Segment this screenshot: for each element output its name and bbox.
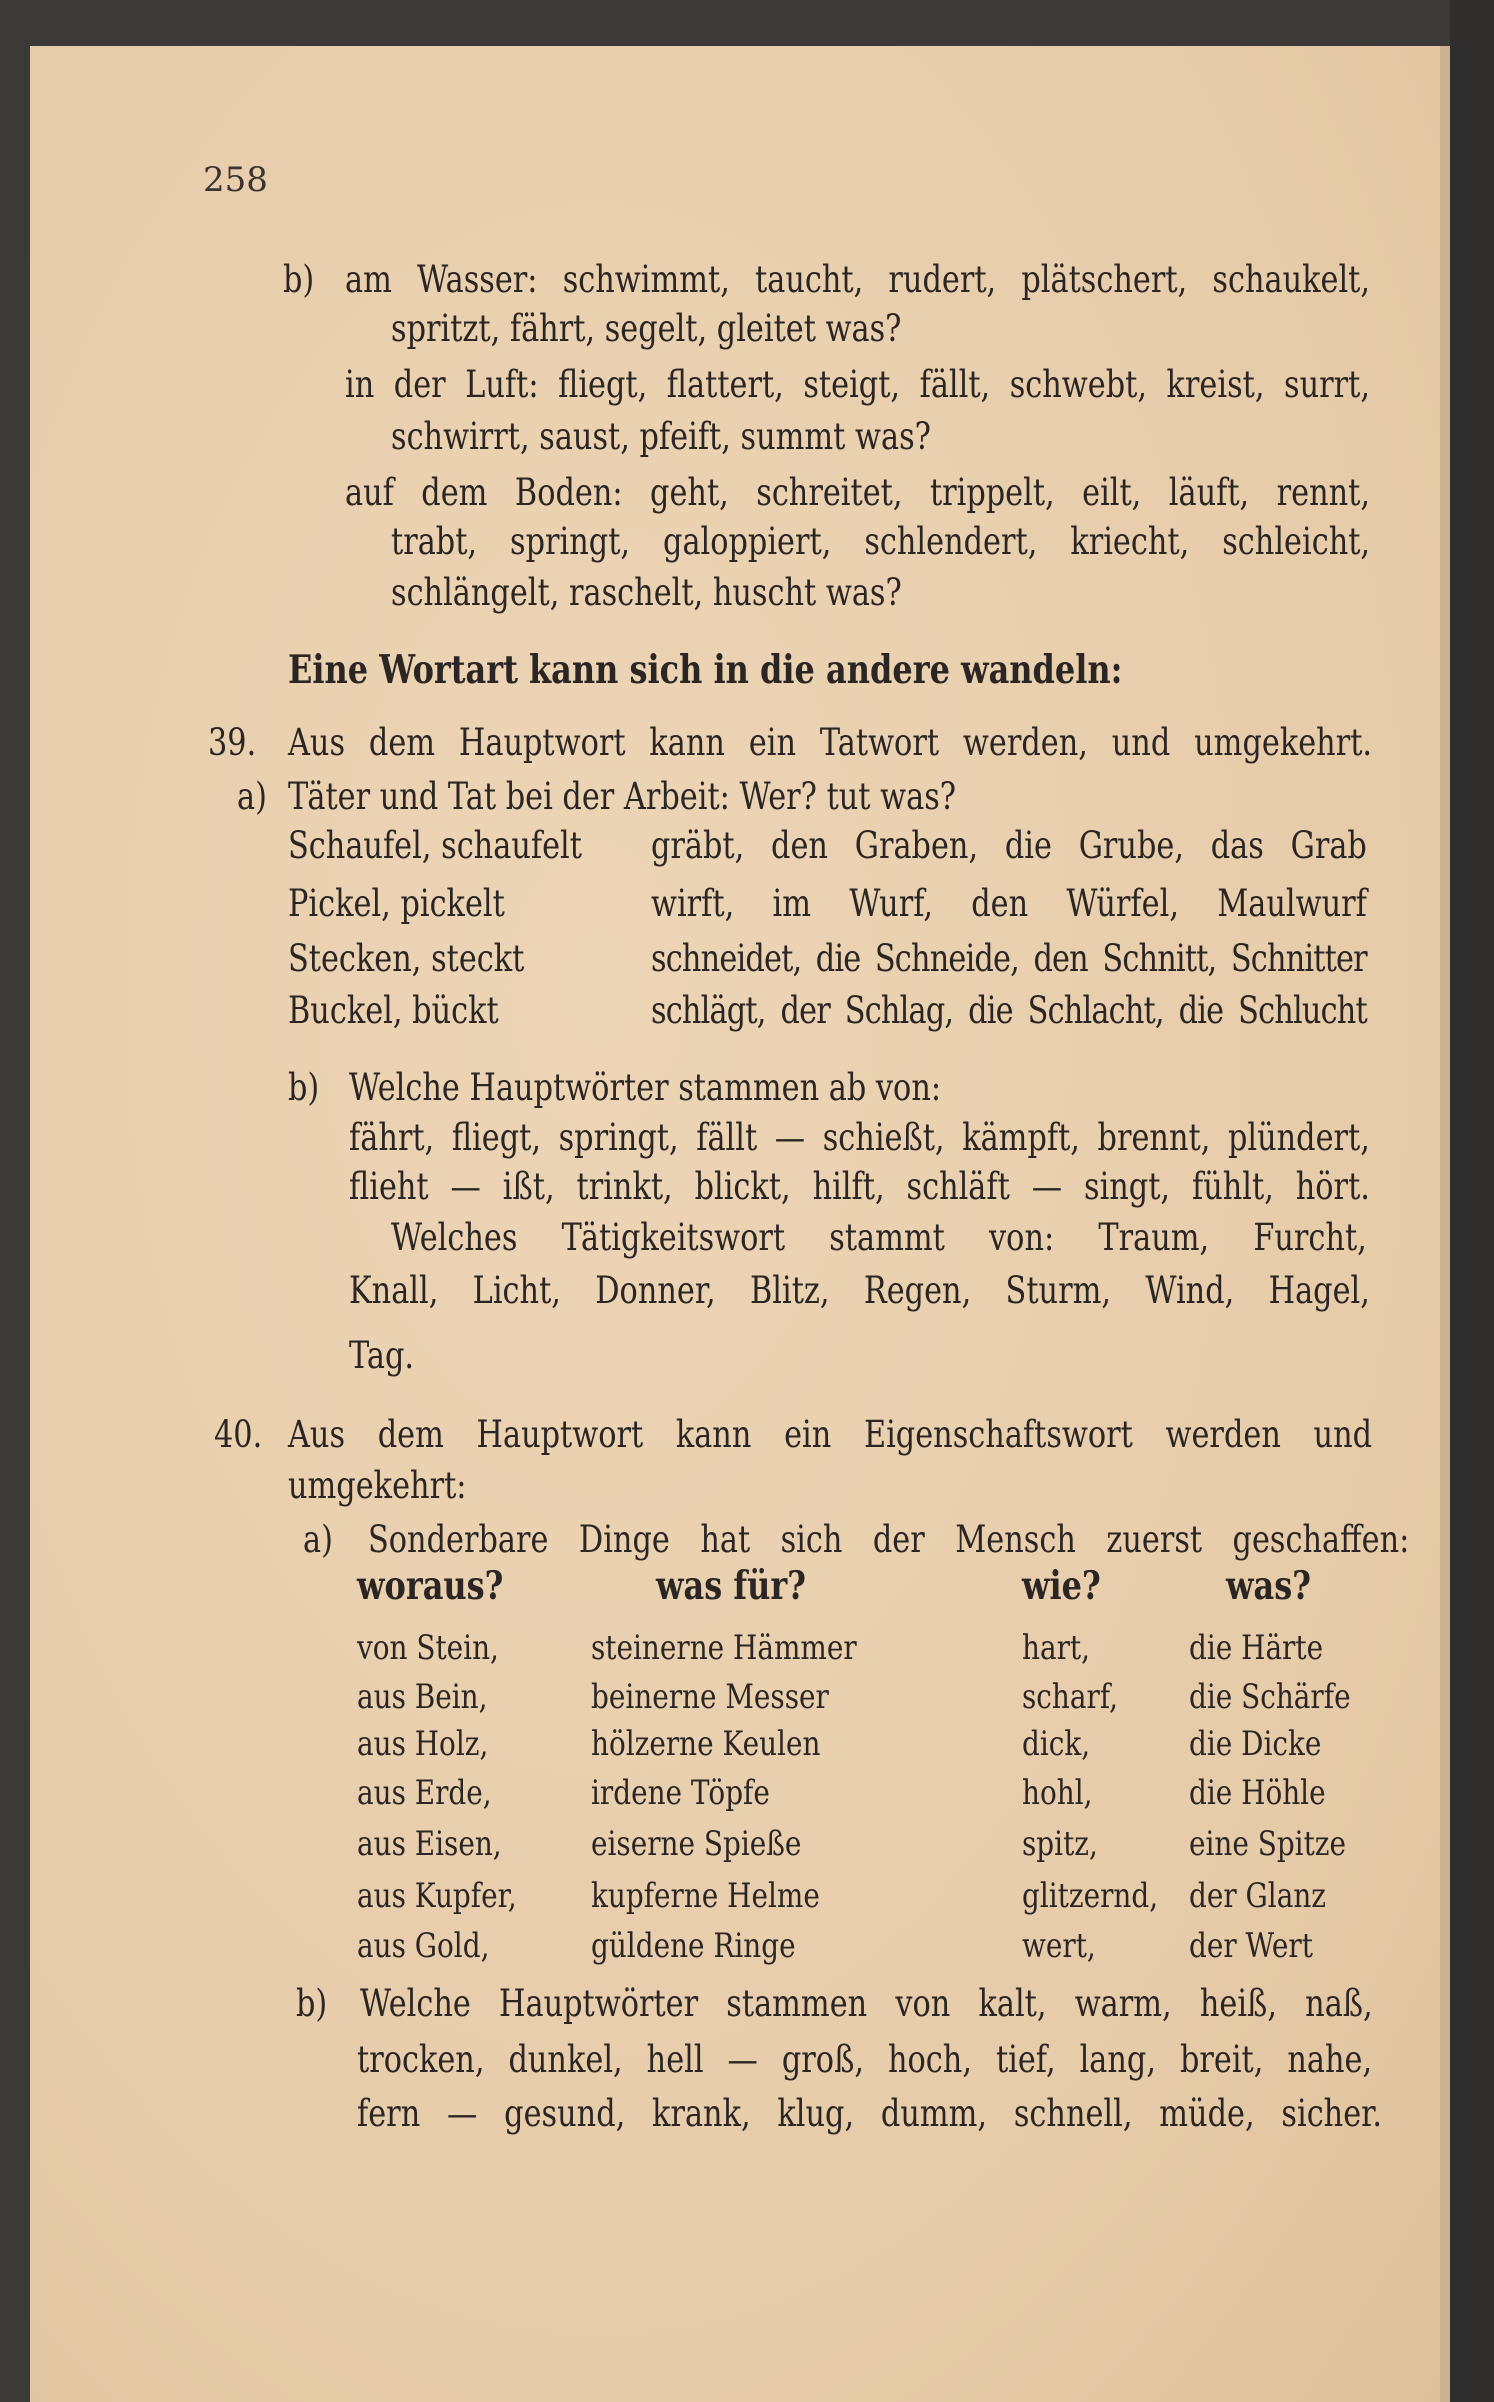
table-cell: die Dicke bbox=[1189, 1724, 1322, 1764]
table-cell: beinerne Messer bbox=[591, 1677, 829, 1717]
text-line: spritzt, fährt, segelt, gleitet was? bbox=[391, 307, 902, 350]
text-line: trabt, springt, galoppiert, schlendert, kriecht, schleicht, bbox=[391, 520, 1371, 563]
table-cell: hohl, bbox=[1022, 1773, 1093, 1813]
table-cell: spitz, bbox=[1022, 1824, 1098, 1864]
text-line: Welches Tätigkeitswort stammt von: Traum, Furcht, bbox=[391, 1216, 1367, 1259]
text-line: trocken, dunkel, hell — groß, hoch, tief, lang, breit, nahe, bbox=[357, 2038, 1373, 2081]
section-title: Aus dem Hauptwort kann ein Eigenschaftswort werden und bbox=[288, 1413, 1373, 1456]
table-cell: Schaufel, schaufelt bbox=[288, 824, 582, 867]
text-line: Welche Hauptwörter stammen von kalt, warm, heiß, naß, bbox=[360, 1982, 1373, 2025]
label-b: b) bbox=[283, 258, 315, 301]
table-cell: glitzernd, bbox=[1022, 1876, 1159, 1916]
label-b: b) bbox=[296, 1982, 328, 2025]
table-cell: dick, bbox=[1022, 1724, 1091, 1764]
text-line: am Wasser: schwimmt, taucht, rudert, plätschert, schaukelt, bbox=[345, 258, 1370, 301]
table-cell: eiserne Spieße bbox=[591, 1824, 802, 1864]
section-title: Aus dem Hauptwort kann ein Tatwort werden, und umgekehrt. bbox=[288, 721, 1373, 764]
column-header: was für? bbox=[656, 1563, 806, 1609]
label-a: a) bbox=[237, 775, 267, 818]
table-cell: hölzerne Keulen bbox=[591, 1724, 821, 1764]
scan-border bbox=[1450, 0, 1494, 2402]
table-cell: kupferne Helme bbox=[591, 1876, 820, 1916]
column-header: was? bbox=[1226, 1563, 1311, 1609]
page-edge bbox=[1440, 46, 1450, 2402]
table-cell: schlägt, der Schlag, die Schlacht, die Schlucht bbox=[651, 989, 1367, 1032]
section-title-cont: umgekehrt: bbox=[288, 1464, 467, 1507]
section-number: 39. bbox=[208, 721, 257, 764]
text-line: Welche Hauptwörter stammen ab von: bbox=[349, 1066, 942, 1109]
table-cell: güldene Ringe bbox=[591, 1926, 796, 1966]
text-line: fährt, fliegt, springt, fällt — schießt, kämpft, brennt, plündert, bbox=[349, 1116, 1370, 1159]
column-header: woraus? bbox=[357, 1563, 504, 1609]
table-cell: irdene Töpfe bbox=[591, 1773, 770, 1813]
table-cell: wirft, im Wurf, den Würfel, Maulwurf bbox=[651, 882, 1367, 925]
text-line: schwirrt, saust, pfeift, summt was? bbox=[391, 415, 931, 458]
table-cell: aus Bein, bbox=[357, 1677, 488, 1717]
section-number: 40. bbox=[214, 1413, 263, 1456]
subsection-title: Sonderbare Dinge hat sich der Mensch zuerst geschaffen: bbox=[368, 1518, 1410, 1561]
table-cell: hart, bbox=[1022, 1628, 1090, 1668]
text-line: auf dem Boden: geht, schreitet, trippelt, eilt, läuft, rennt, bbox=[345, 471, 1370, 514]
page-number: 258 bbox=[203, 160, 268, 200]
text-line: Tag. bbox=[349, 1334, 415, 1377]
text-line: fern — gesund, krank, klug, dumm, schnell, müde, sicher. bbox=[357, 2092, 1382, 2135]
table-cell: die Härte bbox=[1189, 1628, 1324, 1668]
table-cell: schneidet, die Schneide, den Schnitt, Schnitter bbox=[651, 937, 1367, 980]
table-cell: eine Spitze bbox=[1189, 1824, 1346, 1864]
label-b: b) bbox=[288, 1066, 320, 1109]
table-cell: der Glanz bbox=[1189, 1876, 1326, 1916]
text-line: flieht — ißt, trinkt, blickt, hilft, schläft — singt, fühlt, hört. bbox=[349, 1165, 1370, 1208]
section-heading: Eine Wortart kann sich in die andere wandeln: bbox=[288, 647, 1123, 693]
column-header: wie? bbox=[1022, 1563, 1101, 1609]
table-cell: scharf, bbox=[1022, 1677, 1119, 1717]
table-cell: wert, bbox=[1022, 1926, 1096, 1966]
table-cell: der Wert bbox=[1189, 1926, 1313, 1966]
table-cell: aus Kupfer, bbox=[357, 1876, 517, 1916]
subsection-title: Täter und Tat bei der Arbeit: Wer? tut was? bbox=[288, 775, 957, 818]
table-cell: Buckel, bückt bbox=[288, 989, 499, 1032]
table-cell: Stecken, steckt bbox=[288, 937, 525, 980]
text-line: Knall, Licht, Donner, Blitz, Regen, Sturm, Wind, Hagel, bbox=[349, 1269, 1370, 1312]
label-a: a) bbox=[303, 1518, 333, 1561]
table-cell: die Höhle bbox=[1189, 1773, 1326, 1813]
table-cell: aus Holz, bbox=[357, 1724, 489, 1764]
table-cell: Pickel, pickelt bbox=[288, 882, 505, 925]
table-cell: von Stein, bbox=[357, 1628, 499, 1668]
text-line: in der Luft: fliegt, flattert, steigt, fällt, schwebt, kreist, surrt, bbox=[345, 363, 1370, 406]
table-cell: die Schärfe bbox=[1189, 1677, 1351, 1717]
table-cell: aus Gold, bbox=[357, 1926, 490, 1966]
table-cell: steinerne Hämmer bbox=[591, 1628, 857, 1668]
text-line: schlängelt, raschelt, huscht was? bbox=[391, 571, 902, 614]
table-cell: aus Erde, bbox=[357, 1773, 492, 1813]
table-cell: gräbt, den Graben, die Grube, das Grab bbox=[651, 824, 1367, 867]
table-cell: aus Eisen, bbox=[357, 1824, 502, 1864]
